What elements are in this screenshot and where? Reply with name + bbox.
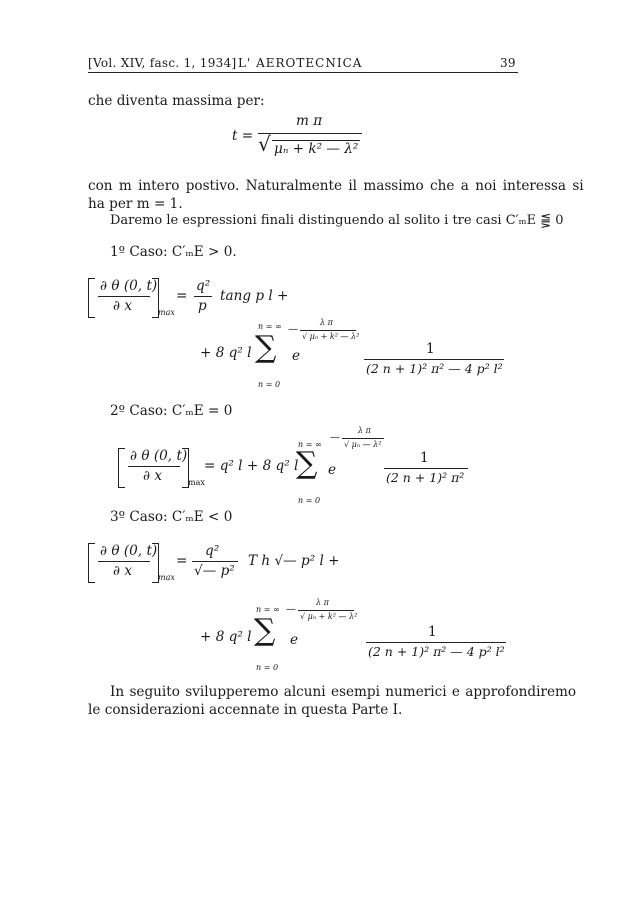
case2-one: 1 <box>420 450 429 466</box>
case3-line2-prefix: + 8 q² l <box>200 629 252 645</box>
case2-frac-bar <box>384 468 468 469</box>
case3-exp-num: λ π <box>316 598 329 607</box>
header-volume: [Vol. XIV, fasc. 1, 1934] <box>88 56 237 70</box>
header-journal-title: L' AEROTECNICA <box>238 56 363 70</box>
eq-t-sqrt-sign: √ <box>258 132 271 156</box>
case1-exp-bar <box>300 330 356 331</box>
case2-partial-num: ∂ θ (0, t) <box>130 448 188 464</box>
case2-partial-den: ∂ x <box>143 468 163 484</box>
case2-exp-minus: — <box>330 432 340 443</box>
case3-bracket-left <box>88 543 95 583</box>
case1-exp-minus: — <box>288 324 298 335</box>
case3-frac2-den: (2 n + 1)² π² — 4 p² l² <box>368 644 505 659</box>
case3-one: 1 <box>428 624 437 640</box>
case1-p: p <box>198 298 207 314</box>
case3-frac-bar <box>192 561 238 562</box>
case1-exp-num: λ π <box>320 318 333 327</box>
case1-max-subscript: max <box>158 308 175 317</box>
case1-q2: q² <box>196 278 211 294</box>
case1-partial-den: ∂ x <box>113 298 133 314</box>
case1-frac2-den: (2 n + 1)² π² — 4 p² l² <box>366 361 503 376</box>
case1-bracket-left <box>88 278 95 318</box>
intro-text: che diventa massima per: <box>88 93 265 109</box>
case2-exp-num: λ π <box>358 426 371 435</box>
case3-frac2-bar <box>366 642 506 643</box>
case3-partial-den: ∂ x <box>113 563 133 579</box>
case3-q2: q² <box>205 543 220 559</box>
case3-frac-den: √— p² <box>194 563 235 579</box>
case3-equals: = <box>176 553 188 569</box>
closing-line-2: le considerazioni accennate in questa Parte I. <box>88 702 403 718</box>
case2-sigma: ∑ <box>296 446 318 481</box>
case2-partial-bar <box>128 466 180 467</box>
case2-exp-bar <box>342 438 384 439</box>
case1-partial-bar <box>98 296 150 297</box>
case3-exp-minus: — <box>286 604 296 615</box>
header-rule <box>88 72 518 73</box>
eq-t-fraction-bar <box>258 133 362 134</box>
case3-rest: T h √— p² l + <box>248 553 340 569</box>
case1-label: 1º Caso: C′ₘE > 0. <box>110 244 237 260</box>
case1-tang: tang p l + <box>220 288 289 304</box>
case3-label: 3º Caso: C′ₘE < 0 <box>110 509 233 525</box>
case1-line2-prefix: + 8 q² l <box>200 345 252 361</box>
case1-sum-bottom: n = 0 <box>258 380 281 389</box>
case3-e: e <box>290 632 299 648</box>
case1-exp-den: √ μₙ + k² — λ² <box>302 332 360 341</box>
case3-sum-top: n = ∞ <box>256 605 280 614</box>
case1-partial-num: ∂ θ (0, t) <box>100 278 158 294</box>
case2-sum-top: n = ∞ <box>298 440 322 449</box>
case2-frac-den: (2 n + 1)² π² <box>386 470 465 485</box>
case1-e: e <box>292 348 301 364</box>
case2-exp-den: √ μₙ — λ² <box>344 440 382 449</box>
para-line-2: ha per m = 1. <box>88 196 183 212</box>
case2-rest: = q² l + 8 q² l <box>204 458 299 474</box>
case3-sigma: ∑ <box>254 613 276 648</box>
closing-line-1: In seguito svilupperemo alcuni esempi numerici e approfondiremo <box>110 684 577 700</box>
case3-sum-bottom: n = 0 <box>256 663 279 672</box>
case2-bracket-left <box>118 448 125 488</box>
case1-frac2-bar <box>364 359 504 360</box>
case1-one: 1 <box>426 341 435 357</box>
case3-exp-den: √ μₙ + k² — λ² <box>300 612 358 621</box>
case1-sum-top: n = ∞ <box>258 322 282 331</box>
case1-frac-bar <box>194 296 212 297</box>
case2-sum-bottom: n = 0 <box>298 496 321 505</box>
case1-equals: = <box>176 288 188 304</box>
header-page-number: 39 <box>500 56 516 70</box>
case3-exp-bar <box>298 610 354 611</box>
eq-t-numerator: m π <box>296 113 323 129</box>
eq-t-denominator: μₙ + k² — λ² <box>274 141 359 157</box>
case3-partial-bar <box>98 561 150 562</box>
case2-label: 2º Caso: C′ₘE = 0 <box>110 403 233 419</box>
case1-sigma: ∑ <box>255 330 277 365</box>
case2-max-subscript: max <box>188 478 205 487</box>
para-line-1: con m intero postivo. Naturalmente il massimo che a noi interessa si <box>88 178 584 194</box>
case3-partial-num: ∂ θ (0, t) <box>100 543 158 559</box>
para-line-3: Daremo le espressioni finali distinguendo al solito i tre casi C′ₘE ⪋ 0 <box>110 213 564 228</box>
case3-max-subscript: max <box>158 573 175 582</box>
case2-e: e <box>328 462 337 478</box>
eq-t-lhs: t = <box>232 128 254 144</box>
